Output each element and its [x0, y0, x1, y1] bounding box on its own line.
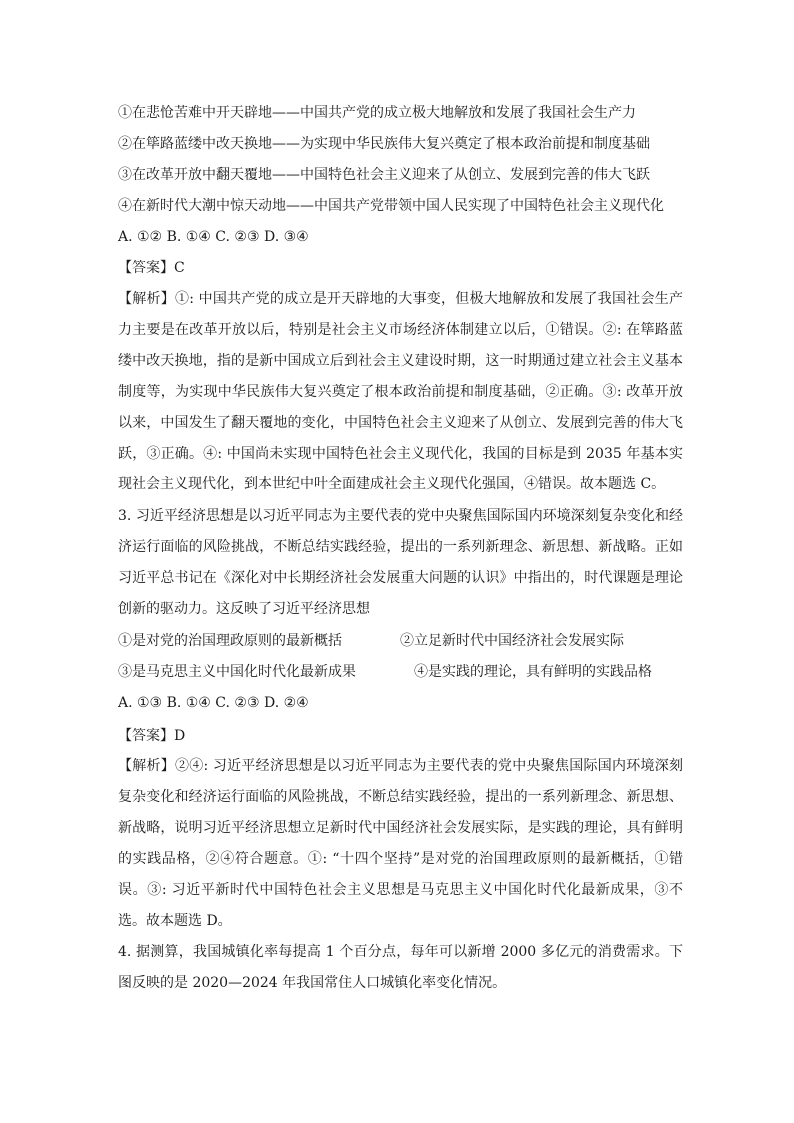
q3-analysis: 【解析】②④: 习近平经济思想是以习近平同志为主要代表的党中央聚焦国际国内环境深刻复杂变化和经济运行面临的风险挑战，不断总结实践经验，提出的一系列新理念、新思想、新战略，说明习近平经济思想立足新时代中国经济社会发展实际，是实践的理论，具有鲜明的实践品格，②④符合题意。①: “十四个坚持”是对党的治国理政原则的最新概括，①错误。③: 习近平新时代中国特色社会主义思想是马克思主义中国化时代化最新成果，③不选。故本题选 D。 [118, 758, 683, 929]
q3-answer: 【答案】D [118, 728, 186, 744]
q2-option-3: ③在改革开放中翻天覆地——中国特色社会主义迎来了从创立、发展到完善的伟大飞跃 [118, 167, 650, 183]
q2-answer: 【答案】C [118, 260, 185, 276]
q3-option-2: ②立足新时代中国经济社会发展实际 [400, 633, 624, 649]
q2-analysis: 【解析】①: 中国共产党的成立是开天辟地的大事变，但极大地解放和发展了我国社会生产力主要是在改革开放以后，特别是社会主义市场经济体制建立以后，①错误。②: 在筚路蓝缕中改天换地，指的是新中国成立后到社会主义建设时期，这一时期通过建立社会主义基本制度等，为实现中华民族伟大复兴奠定了根本政治前提和制度基础，②正确。③: 改革开放以来，中国发生了翻天覆地的变化，中国特色社会主义迎来了从创立、发展到完善的伟大飞跃，③正确。④: 中国尚未实现中国特色社会主义现代化，我国的目标是到 2035 年基本实现社会主义现代化，到本世纪中叶全面建成社会主义现代化强国，④错误。故本题选 C。 [118, 291, 683, 493]
q3-option-4: ④是实践的理论，具有鲜明的实践品格 [414, 664, 652, 680]
q3-stem: 3. 习近平经济思想是以习近平同志为主要代表的党中央聚焦国际国内环境深刻复杂变化和经济运行面临的风险挑战，不断总结实践经验，提出的一系列新理念、新思想、新战略。正如习近平总书记在《深化对中长期经济社会发展重大问题的认识》中指出的，时代课题是理论创新的驱动力。这反映了习近平经济思想 [118, 508, 683, 617]
q2-choices: A. ①② B. ①④ C. ②③ D. ③④ [118, 229, 309, 245]
q2-option-4: ④在新时代大潮中惊天动地——中国共产党带领中国人民实现了中国特色社会主义现代化 [118, 198, 664, 214]
q3-option-3: ③是马克思主义中国化时代化最新成果 [118, 664, 356, 680]
q2-option-1: ①在悲怆苦难中开天辟地——中国共产党的成立极大地解放和发展了我国社会生产力 [118, 105, 636, 121]
q4-stem: 4. 据测算，我国城镇化率每提高 1 个百分点，每年可以新增 2000 多亿元的消费需求。下图反映的是 2020—2024 年我国常住人口城镇化率变化情况。 [118, 944, 683, 991]
q3-choices: A. ①③ B. ①④ C. ②③ D. ②④ [118, 695, 309, 711]
q3-option-1: ①是对党的治国理政原则的最新概括 [118, 633, 342, 649]
q2-option-2: ②在筚路蓝缕中改天换地——为实现中华民族伟大复兴奠定了根本政治前提和制度基础 [118, 136, 650, 152]
